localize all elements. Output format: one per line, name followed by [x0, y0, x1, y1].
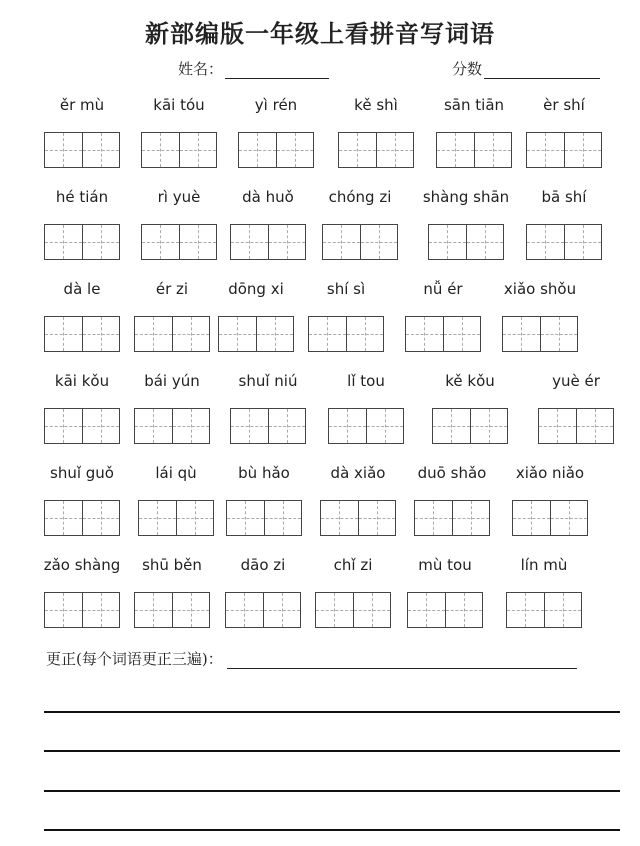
writing-line[interactable] — [44, 790, 620, 792]
pinyin-prompt: yì rén — [254, 96, 298, 114]
writing-grid[interactable] — [141, 132, 217, 168]
tianzige-cell[interactable] — [256, 317, 294, 351]
tianzige-cell[interactable] — [358, 501, 396, 535]
pinyin-prompt: duō shǎo — [417, 464, 487, 482]
writing-grid[interactable] — [506, 592, 582, 628]
writing-grid[interactable] — [538, 408, 614, 444]
tianzige-cell[interactable] — [415, 501, 452, 535]
tianzige-cell[interactable] — [276, 133, 314, 167]
tianzige-cell[interactable] — [346, 317, 384, 351]
pinyin-prompt: èr shí — [543, 96, 585, 114]
pinyin-prompt: chóng zi — [328, 188, 392, 206]
tianzige-cell[interactable] — [437, 133, 474, 167]
pinyin-prompt: xiǎo niǎo — [515, 464, 585, 482]
tianzige-cell[interactable] — [179, 225, 217, 259]
writing-grid[interactable] — [322, 224, 398, 260]
writing-grid[interactable] — [226, 500, 302, 536]
worksheet-row — [0, 280, 640, 370]
tianzige-cell[interactable] — [527, 225, 564, 259]
writing-grid[interactable] — [141, 224, 217, 260]
correction-section — [46, 648, 577, 669]
tianzige-cell[interactable] — [82, 225, 120, 259]
correction-label: 更正(每个词语更正三遍)： — [46, 650, 223, 668]
pinyin-prompt: dà huǒ — [242, 188, 294, 206]
pinyin-prompt: bù hǎo — [238, 464, 290, 482]
tianzige-cell[interactable] — [82, 133, 120, 167]
tianzige-cell[interactable] — [179, 133, 217, 167]
tianzige-cell[interactable] — [45, 133, 82, 167]
tianzige-cell[interactable] — [433, 409, 470, 443]
pinyin-prompt: bā shí — [541, 188, 587, 206]
tianzige-cell[interactable] — [443, 317, 481, 351]
tianzige-cell[interactable] — [45, 593, 82, 627]
tianzige-cell[interactable] — [226, 593, 263, 627]
worksheet-row — [0, 372, 640, 462]
writing-grid[interactable] — [432, 408, 508, 444]
tianzige-cell[interactable] — [135, 317, 172, 351]
tianzige-cell[interactable] — [82, 501, 120, 535]
writing-grid[interactable] — [44, 316, 120, 352]
tianzige-cell[interactable] — [564, 225, 602, 259]
tianzige-cell[interactable] — [45, 317, 82, 351]
score-label: 分数 — [452, 60, 483, 78]
tianzige-cell[interactable] — [172, 317, 210, 351]
writing-line[interactable] — [44, 829, 620, 831]
writing-grid[interactable] — [44, 224, 120, 260]
pinyin-prompt: nǚ ér — [423, 280, 463, 298]
writing-grid[interactable] — [512, 500, 588, 536]
tianzige-cell[interactable] — [550, 501, 588, 535]
writing-grid[interactable] — [338, 132, 414, 168]
writing-grid[interactable] — [526, 132, 602, 168]
pinyin-prompt: lái qù — [155, 464, 197, 482]
tianzige-cell[interactable] — [540, 317, 578, 351]
tianzige-cell[interactable] — [360, 225, 398, 259]
pinyin-prompt: kāi tóu — [153, 96, 205, 114]
tianzige-cell[interactable] — [219, 317, 256, 351]
tianzige-cell[interactable] — [353, 593, 391, 627]
tianzige-cell[interactable] — [544, 593, 582, 627]
tianzige-cell[interactable] — [339, 133, 376, 167]
tianzige-cell[interactable] — [227, 501, 264, 535]
writing-grid[interactable] — [225, 592, 301, 628]
writing-grid[interactable] — [238, 132, 314, 168]
writing-grid[interactable] — [134, 592, 210, 628]
score-line[interactable] — [484, 62, 600, 79]
pinyin-prompt: kāi kǒu — [54, 372, 110, 390]
tianzige-cell[interactable] — [264, 501, 302, 535]
pinyin-prompt: kě shì — [354, 96, 398, 114]
tianzige-cell[interactable] — [172, 409, 210, 443]
writing-grid[interactable] — [328, 408, 404, 444]
tianzige-cell[interactable] — [323, 225, 360, 259]
writing-grid[interactable] — [230, 408, 306, 444]
pinyin-prompt: yuè ér — [552, 372, 600, 390]
tianzige-cell[interactable] — [142, 133, 179, 167]
pinyin-prompt: mù tou — [418, 556, 472, 574]
name-line[interactable] — [225, 62, 329, 79]
tianzige-cell[interactable] — [268, 225, 306, 259]
writing-grid[interactable] — [526, 224, 602, 260]
tianzige-cell[interactable] — [45, 225, 82, 259]
tianzige-cell[interactable] — [82, 409, 120, 443]
pinyin-prompt: dāo zi — [240, 556, 286, 574]
tianzige-cell[interactable] — [576, 409, 614, 443]
tianzige-cell[interactable] — [309, 317, 346, 351]
tianzige-cell[interactable] — [176, 501, 214, 535]
worksheet-row — [0, 464, 640, 554]
tianzige-cell[interactable] — [263, 593, 301, 627]
worksheet-row — [0, 188, 640, 278]
pinyin-prompt: bái yún — [144, 372, 200, 390]
pinyin-prompt: hé tián — [55, 188, 109, 206]
pinyin-prompt: kě kǒu — [445, 372, 495, 390]
tianzige-cell[interactable] — [172, 593, 210, 627]
pinyin-prompt: zǎo shàng — [43, 556, 121, 574]
pinyin-prompt: sān tiān — [443, 96, 505, 114]
tianzige-cell[interactable] — [142, 225, 179, 259]
pinyin-prompt: xiǎo shǒu — [503, 280, 577, 298]
correction-underline[interactable] — [227, 654, 577, 669]
score-field[interactable] — [452, 58, 600, 79]
tianzige-cell[interactable] — [268, 409, 306, 443]
pinyin-prompt: chǐ zi — [333, 556, 373, 574]
writing-grid[interactable] — [315, 592, 391, 628]
pinyin-prompt: dà xiǎo — [330, 464, 386, 482]
tianzige-cell[interactable] — [507, 593, 544, 627]
writing-grid[interactable] — [405, 316, 481, 352]
worksheet-title: 新部编版一年级上看拼音写词语 — [145, 19, 495, 48]
pinyin-prompt: shàng shān — [422, 188, 510, 206]
writing-line[interactable] — [44, 711, 620, 713]
tianzige-cell[interactable] — [45, 501, 82, 535]
tianzige-cell[interactable] — [406, 317, 443, 351]
tianzige-cell[interactable] — [445, 593, 483, 627]
pinyin-prompt: shuǐ niú — [238, 372, 298, 390]
worksheet-row — [0, 96, 640, 186]
tianzige-cell[interactable] — [376, 133, 414, 167]
tianzige-cell[interactable] — [539, 409, 576, 443]
writing-grid[interactable] — [436, 132, 512, 168]
tianzige-cell[interactable] — [513, 501, 550, 535]
pinyin-prompt: dà le — [63, 280, 101, 298]
writing-grid[interactable] — [134, 408, 210, 444]
tianzige-cell[interactable] — [135, 593, 172, 627]
name-field[interactable] — [178, 58, 329, 79]
tianzige-cell[interactable] — [452, 501, 490, 535]
writing-grid[interactable] — [320, 500, 396, 536]
writing-grid[interactable] — [44, 592, 120, 628]
writing-grid[interactable] — [44, 500, 120, 536]
tianzige-cell[interactable] — [474, 133, 512, 167]
tianzige-cell[interactable] — [231, 225, 268, 259]
pinyin-prompt: ěr mù — [59, 96, 105, 114]
pinyin-prompt: ér zi — [155, 280, 189, 298]
tianzige-cell[interactable] — [329, 409, 366, 443]
writing-grid[interactable] — [218, 316, 294, 352]
writing-grid[interactable] — [428, 224, 504, 260]
pinyin-prompt: lín mù — [520, 556, 568, 574]
tianzige-cell[interactable] — [564, 133, 602, 167]
tianzige-cell[interactable] — [470, 409, 508, 443]
tianzige-cell[interactable] — [231, 409, 268, 443]
pinyin-prompt: shuǐ guǒ — [50, 464, 114, 482]
writing-grid[interactable] — [414, 500, 490, 536]
pinyin-prompt: shí sì — [326, 280, 366, 298]
writing-grid[interactable] — [138, 500, 214, 536]
tianzige-cell[interactable] — [82, 317, 120, 351]
pinyin-prompt: rì yuè — [157, 188, 201, 206]
worksheet-row — [0, 556, 640, 646]
writing-grid[interactable] — [44, 132, 120, 168]
tianzige-cell[interactable] — [366, 409, 404, 443]
tianzige-cell[interactable] — [82, 593, 120, 627]
tianzige-cell[interactable] — [239, 133, 276, 167]
tianzige-cell[interactable] — [135, 409, 172, 443]
tianzige-cell[interactable] — [321, 501, 358, 535]
tianzige-cell[interactable] — [139, 501, 176, 535]
writing-grid[interactable] — [407, 592, 483, 628]
writing-line[interactable] — [44, 750, 620, 752]
tianzige-cell[interactable] — [45, 409, 82, 443]
tianzige-cell[interactable] — [408, 593, 445, 627]
writing-grid[interactable] — [44, 408, 120, 444]
tianzige-cell[interactable] — [527, 133, 564, 167]
tianzige-cell[interactable] — [429, 225, 466, 259]
name-label: 姓名： — [178, 60, 224, 78]
tianzige-cell[interactable] — [466, 225, 504, 259]
writing-grid[interactable] — [134, 316, 210, 352]
pinyin-prompt: shū běn — [142, 556, 202, 574]
tianzige-cell[interactable] — [316, 593, 353, 627]
writing-grid[interactable] — [308, 316, 384, 352]
tianzige-cell[interactable] — [503, 317, 540, 351]
pinyin-prompt: dōng xi — [228, 280, 284, 298]
writing-grid[interactable] — [230, 224, 306, 260]
pinyin-prompt: lǐ tou — [347, 372, 385, 390]
writing-grid[interactable] — [502, 316, 578, 352]
